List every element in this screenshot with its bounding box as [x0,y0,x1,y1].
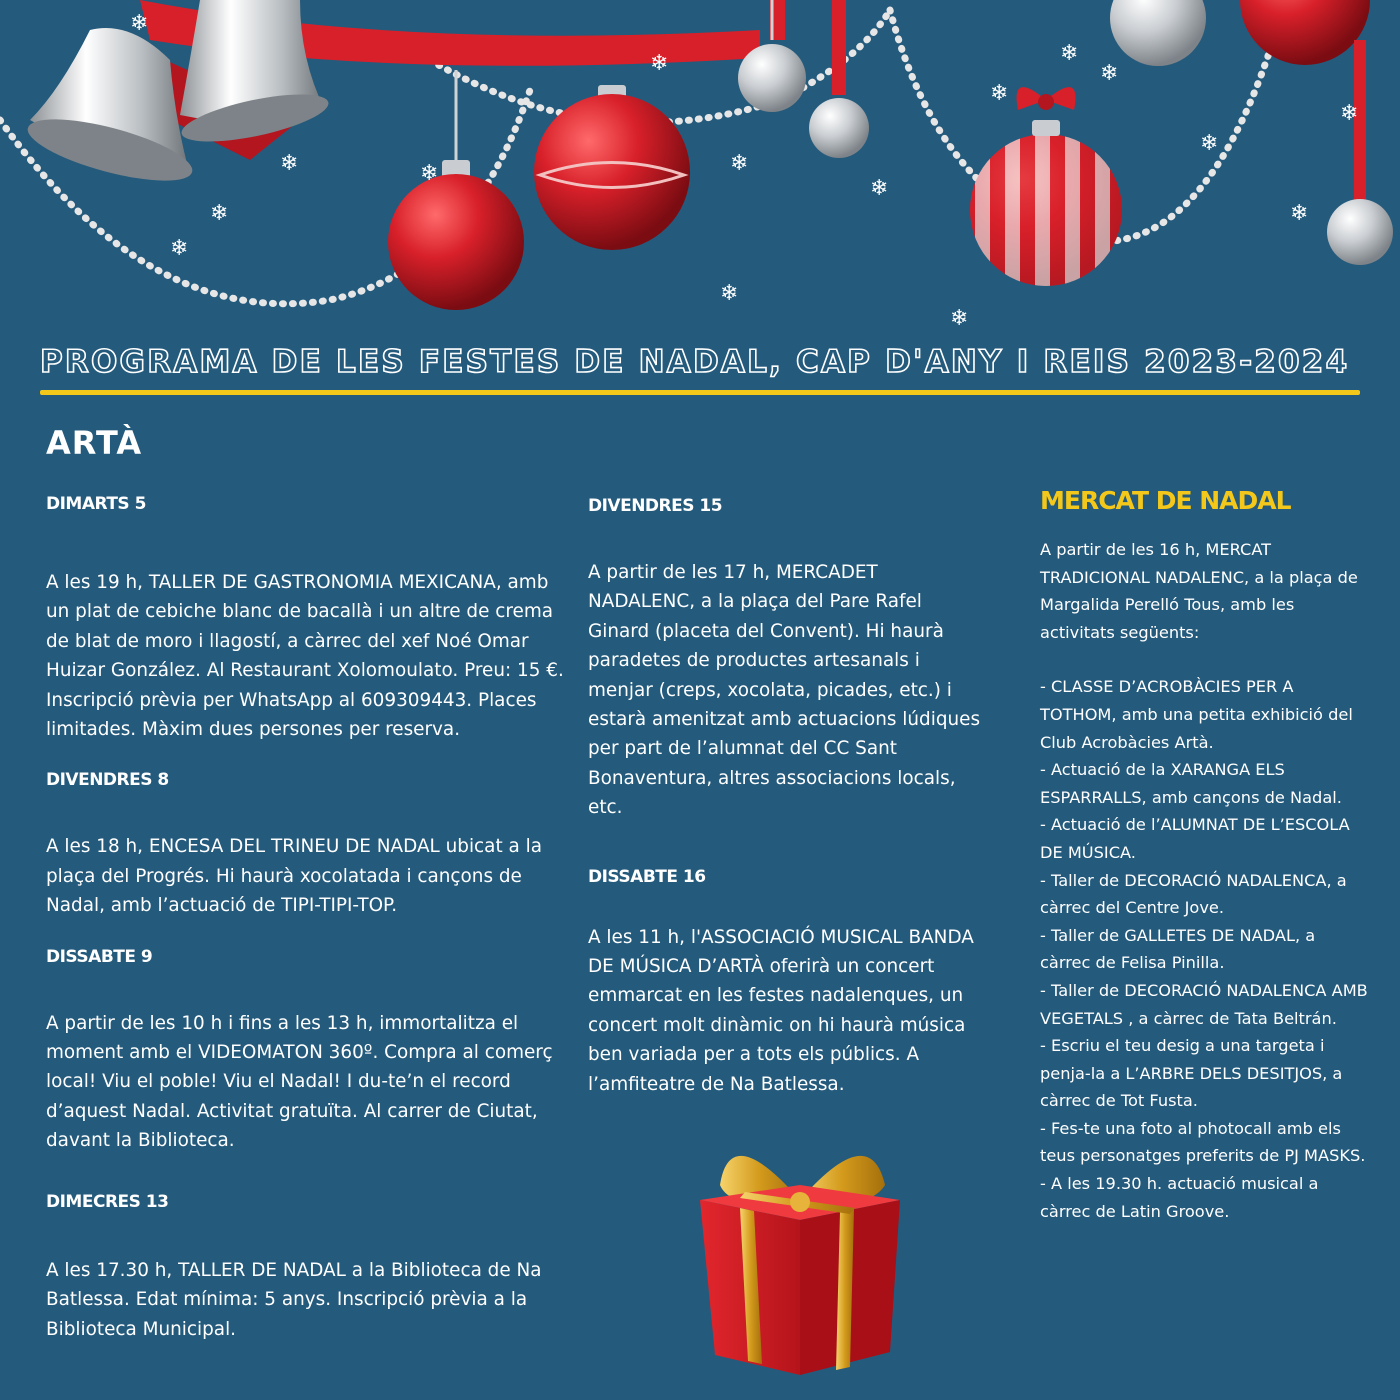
svg-text:❄: ❄ [720,281,739,306]
page-title: PROGRAMA DE LES FESTES DE NADAL, CAP D'ANY I REIS 2023-2024 [40,344,1350,380]
list-item: - Taller de DECORACIÓ NADALENCA AMB VEGETALS , a càrrec de Tata Beltrán. [1040,980,1368,1028]
event-day: DIVENDRES 15 [588,496,723,516]
event-text: A les 17.30 h, TALLER DE NADAL a la Biblioteca de Na Batlessa. Edat mínima: 5 anys. Inscripció prèvia a la Biblioteca Municipal. [46,1259,542,1340]
event-day: DISSABTE 9 [46,946,153,967]
svg-text:❄: ❄ [1290,201,1309,226]
list-item: - Actuació de la XARANGA ELS ESPARRALLS, amb cançons de Nadal. [1040,760,1342,807]
market-section [1040,482,1370,1225]
svg-text:❄: ❄ [130,11,149,36]
svg-text:❄: ❄ [1100,61,1119,86]
christmas-decoration [0,0,1400,330]
events-column-2 [588,492,983,1099]
svg-text:❄: ❄ [990,81,1009,106]
event-text: A partir de les 10 h i fins a les 13 h, immortalitza el moment amb el VIDEOMATON 360º. Compra al comerç local! Viu el poble! Viu el Nadal! I du-te’n el record d’aquest Nadal. Activitat gratuïta. Al carrer de Ciutat, davant la Biblioteca. [46,1012,553,1152]
svg-text:❄: ❄ [730,151,749,176]
events-column-1 [46,490,566,1344]
svg-text:❄: ❄ [210,201,229,226]
event-day: DIMECRES 13 [46,1191,169,1212]
market-activity-list [1040,673,1370,1225]
list-item: - Escriu el teu desig a una targeta i penja-la a L’ARBRE DELS DESITJOS, a càrrec de Tot Fusta. [1040,1036,1343,1111]
svg-text:❄: ❄ [870,176,889,201]
svg-text:❄: ❄ [1340,101,1359,126]
svg-text:❄: ❄ [280,151,299,176]
svg-text:❄: ❄ [420,161,439,186]
list-item: - A les 19.30 h. actuació musical a càrrec de Latin Groove. [1040,1174,1319,1221]
gift-box-icon [690,1130,910,1380]
market-title: MERCAT DE NADAL [1040,486,1291,515]
event-text: A partir de les 17 h, MERCADET NADALENC, a la plaça del Pare Rafel Ginard (placeta del Convent). Hi haurà paradetes de productes artesanals i menjar (creps, xocolata, picades, etc.) i estarà amenitzat amb actuacions lúdiques per part de l’alumnat del CC Sant Bonaventura, altres associacions locals, etc. [588,562,981,819]
event-text: A les 18 h, ENCESA DEL TRINEU DE NADAL ubicat a la plaça del Progrés. Hi haurà xocolatada i cançons de Nadal, amb l’actuació de TIPI-TIPI-TOP. [46,836,542,917]
svg-text:❄: ❄ [950,306,969,330]
svg-text:❄: ❄ [1200,131,1219,156]
list-item: - Actuació de l’ALUMNAT DE L’ESCOLA DE MÚSICA. [1040,815,1350,862]
event-day: DIVENDRES 8 [46,770,169,791]
list-item: - CLASSE D’ACROBÀCIES PER A TOTHOM, amb una petita exhibició del Club Acrobàcies Artà. [1040,677,1353,752]
town-name: ARTÀ [46,424,143,462]
svg-text:❄: ❄ [1060,41,1079,66]
event-text: A les 11 h, l'ASSOCIACIÓ MUSICAL BANDA DE MÚSICA D’ARTÀ oferirà un concert emmarcat en les festes nadalenques, un concert molt dinàmic on hi haurà música ben variada per a tots els públics. A l’amfiteatre de Na Batlessa. [588,926,974,1095]
list-item: - Fes-te una foto al photocall amb els teus personatges preferits de PJ MASKS. [1040,1118,1366,1166]
title-underline [40,390,1360,395]
event-text: A les 19 h, TALLER DE GASTRONOMIA MEXICANA, amb un plat de cebiche blanc de bacallà i un altre de crema de blat de moro i llagostí, a càrrec del xef Noé Omar Huizar González. Al Restaurant Xolomoulato. Preu: 15 €. Inscripció prèvia per WhatsApp al 609309443. Places limitades. Màxim dues persones per reserva. [46,572,564,741]
list-item: - Taller de DECORACIÓ NADALENCA, a càrrec del Centre Jove. [1040,870,1347,918]
svg-text:❄: ❄ [170,236,189,261]
event-day: DIMARTS 5 [46,494,146,514]
list-item: - Taller de GALLETES DE NADAL, a càrrec de Felisa Pinilla. [1040,925,1316,973]
market-intro: A partir de les 16 h, MERCAT TRADICIONAL NADALENC, a la plaça de Margalida Perelló Tous, amb les activitats següents: [1040,540,1358,642]
svg-text:❄: ❄ [650,51,669,76]
event-day: DISSABTE 16 [588,866,706,887]
